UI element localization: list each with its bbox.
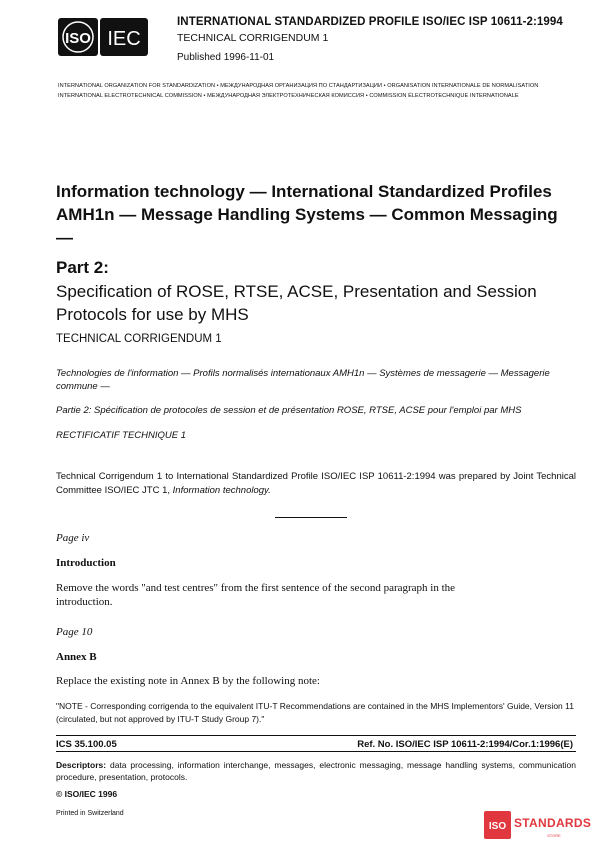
printed-location: Printed in Switzerland — [56, 810, 124, 817]
annex-heading: Annex B — [56, 651, 97, 663]
footer-rule-top — [56, 735, 576, 736]
part-label: Part 2: — [56, 258, 109, 277]
iec-logo — [100, 18, 148, 56]
published-date: Published 1996-11-01 — [177, 52, 275, 63]
iso-store-logo — [484, 811, 511, 839]
replacement-note: "NOTE - Corresponding corrigenda to the equivalent ITU-T Recommendations are contained in the MHS Implementors' Guide, Version 11 (circulated, but not approved by ITU-T Study Group 7)." — [56, 701, 574, 724]
store-subtext: STORE — [547, 833, 561, 838]
page-reference-10: Page 10 — [56, 626, 93, 638]
introduction-text: Remove the words "and test centres" from the first sentence of the second paragraph in the introduction. — [56, 582, 456, 608]
iso-logo-text: ISO — [65, 30, 91, 47]
intro-paragraph-italic: Information technology. — [172, 485, 271, 496]
part-title: Specification of ROSE, RTSE, ACSE, Presentation and Session Protocols for use by MHS — [56, 282, 537, 324]
corrigendum-label: TECHNICAL CORRIGENDUM 1 — [56, 333, 222, 345]
french-part-title: Partie 2: Spécification de protocoles de session et de présentation ROSE, RTSE, ACSE pour l'emploi par MHS — [56, 405, 522, 416]
descriptors-label: Descriptors: — [56, 760, 107, 770]
iec-logo-text: IEC — [107, 28, 141, 50]
header-title: INTERNATIONAL STANDARDIZED PROFILE ISO/IEC ISP 10611-2:1994 — [177, 16, 563, 28]
header-subtitle: TECHNICAL CORRIGENDUM 1 — [177, 32, 329, 44]
iso-store-logo-text: ISO — [488, 821, 507, 832]
descriptors-text: data processing, information interchange, messages, electronic messaging, message handling systems, communication procedure, presentation, protocols. — [56, 760, 576, 782]
intro-paragraph — [56, 470, 576, 498]
separator-line — [275, 517, 347, 518]
organization-line-2: INTERNATIONAL ELECTROTECHNICAL COMMISSION • МЕЖДУНАРОДНАЯ ЭЛЕКТРОТЕХНИЧЕСКАЯ КОМИССИЯ • COMMISSION ÉLECTROTECHNIQUE INTERNATIONALE — [58, 93, 519, 99]
iec-logo-graphic — [100, 18, 148, 56]
standards-store-wordmark: STANDARDS — [514, 816, 592, 830]
footer-rule-bottom — [56, 751, 576, 752]
intro-paragraph-text: Technical Corrigendum 1 to International Standardized Profile ISO/IEC ISP 10611-2:1994 was prepared by Joint Technical Committee ISO/IEC JTC 1, — [56, 471, 576, 496]
organization-line-1: INTERNATIONAL ORGANIZATION FOR STANDARDIZATION • МЕЖДУНАРОДНАЯ ОРГАНИЗАЦИЯ ПО СТАНДАРТИЗАЦИИ • ORGANISATION INTERNATIONALE DE NORMALISATION — [58, 83, 539, 89]
copyright: © ISO/IEC 1996 — [56, 789, 118, 799]
page-reference-iv: Page iv — [56, 532, 90, 544]
reference-number: Ref. No. ISO/IEC ISP 10611-2:1994/Cor.1:1996(E) — [357, 739, 573, 750]
introduction-heading: Introduction — [56, 557, 116, 569]
iso-logo — [58, 18, 98, 56]
iso-store-logo-graphic — [484, 811, 511, 839]
annex-text: Replace the existing note in Annex B by the following note: — [56, 675, 320, 687]
french-corrigendum: RECTIFICATIF TECHNIQUE 1 — [56, 430, 187, 441]
french-title: Technologies de l'information — Profils normalisés internationaux AMH1n — Systèmes de messagerie — Messagerie commune — — [56, 368, 550, 392]
iso-logo-graphic — [58, 18, 98, 56]
document-title: Information technology — International Standardized Profiles AMH1n — Message Handling Systems — Common Messaging — — [56, 182, 558, 247]
ics-code: ICS 35.100.05 — [56, 739, 117, 750]
standards-store-subtext — [514, 830, 594, 840]
descriptors — [56, 759, 576, 783]
